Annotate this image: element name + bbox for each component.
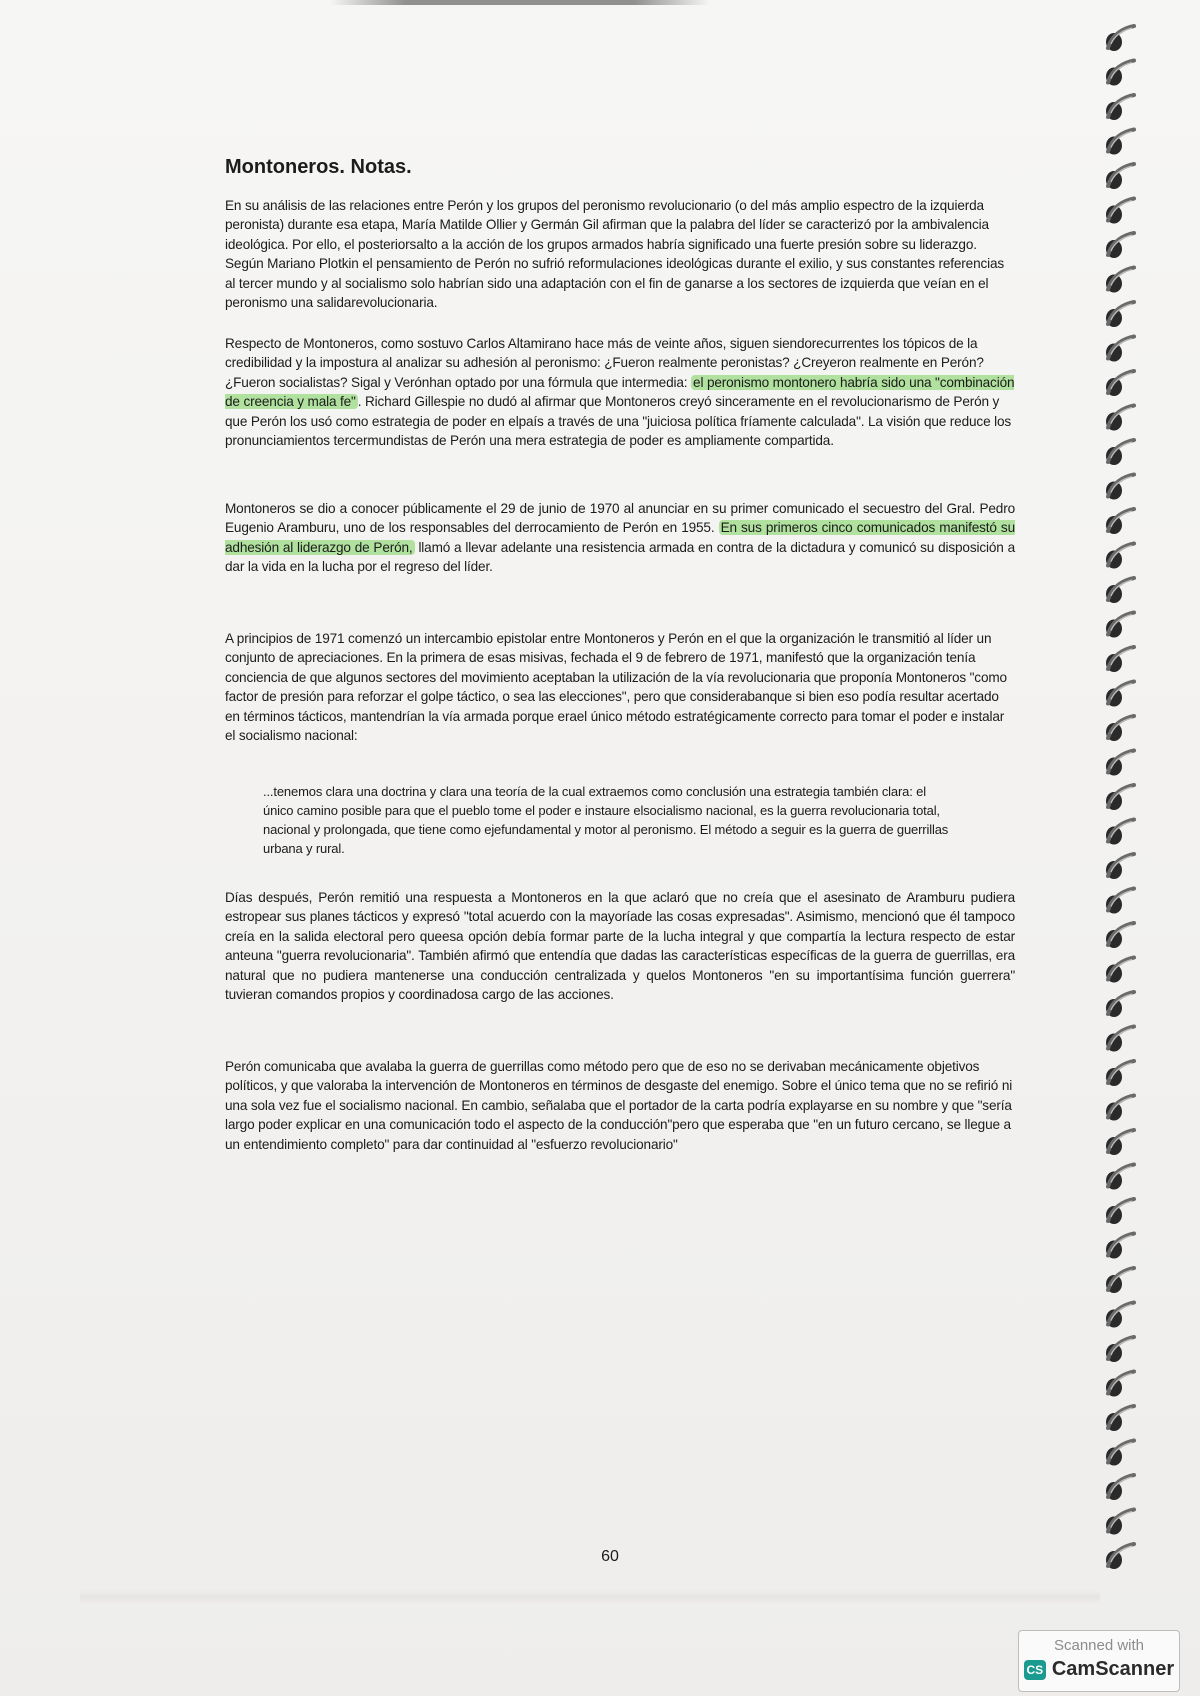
spiral-coil-icon: [1106, 95, 1134, 120]
camscanner-logo-icon: CS: [1024, 1660, 1046, 1680]
spiral-coil-icon: [1106, 854, 1134, 879]
spiral-coil-icon: [1106, 1199, 1134, 1224]
highlighted-sentence: En sus primeros cinco comunicados manifestó su adhesión al liderazgo de Perón,: [225, 520, 1015, 555]
paragraph-3-text-a: Montoneros se dio a conocer públicamente el 29 de junio de 1970 al anunciar en su primer comunicado el secuestro del Gral. Pedro Eugenio Aramburu, uno de los responsables del derrocamiento de Perón en 1955.: [225, 500, 1015, 535]
spiral-coil-icon: [1106, 1096, 1134, 1121]
camscanner-watermark: [1018, 1630, 1180, 1692]
spiral-coil-icon: [1106, 992, 1134, 1017]
spiral-coil-icon: [1106, 1475, 1134, 1500]
spiral-coil-icon: [1106, 475, 1134, 500]
paragraph-3-text-b: llamó a llevar adelante una resistencia armada en contra de la dictadura y comunicó su disposición a dar la vida en la lucha por el regreso del líder.: [225, 539, 1015, 574]
paragraph-2-text-a: Respecto de Montoneros, como sostuvo Carlos Altamirano hace más de veinte años, siguen siendorecurrentes los tópicos de la credibilidad y la impostura al analizar su adhesión al peronismo: ¿Fueron realmente peronistas? ¿Creyeron realmente en Perón? ¿Fueron socialistas? Sigal y Verónhan optado por una fórmula que intermedia:: [225, 335, 984, 390]
paragraph-2-text-b: . Richard Gillespie no dudó al afirmar que Montoneros creyó sinceramente en el revolucionarismo de Perón y que Perón los usó como estrategia de poder en elpaís a través de una "juiciosa política fríamente calculada". La visión que reduce los pronunciamientos tercermundistas de Perón una mera estrategia de poder es ampliamente compartida.: [225, 394, 1012, 448]
document-title: Montoneros. Notas.: [225, 156, 412, 178]
spiral-coil-icon: [1106, 751, 1134, 776]
watermark-brand-row: [1019, 1658, 1179, 1681]
spiral-coil-icon: [1106, 337, 1134, 362]
document-body: [225, 150, 1015, 1154]
paragraph-4: A principios de 1971 comenzó un intercambio epistolar entre Montoneros y Perón en el que la organización le transmitió al líder un conjunto de apreciaciones. En la primera de esas misivas, fechada el 9 de febrero de 1971, manifestó que la organización tenía conciencia de que algunos sectores del movimiento aceptaban la utilización de la vía revolucionaria que proponía Montoneros "como factor de presión para reforzar el golpe táctico, o sea las elecciones", pero que considerabanque si bien eso podía resultar acertado en términos tácticos, mantendrían la vía armada porque erael único método estratégicamente correcto para tomar el poder e instalar el socialismo nacional:: [225, 630, 1007, 743]
spiral-coil-icon: [1106, 1234, 1134, 1259]
highlighted-quote: el peronismo montonero habría sido una "combinación de creencia y mala fe": [225, 374, 1015, 409]
spiral-binding-icon: [1102, 0, 1142, 1600]
spiral-coil-icon: [1106, 613, 1134, 638]
spiral-coil-icon: [1106, 1303, 1134, 1328]
spiral-coil-icon: [1106, 1406, 1134, 1431]
spiral-coil-icon: [1106, 406, 1134, 431]
paragraph-1: En su análisis de las relaciones entre Perón y los grupos del peronismo revolucionario (o del más amplio espectro de la izquierda peronista) durante esa etapa, María Matilde Ollier y Germán Gil afirman que la palabra del líder se caracterizó por la ambivalencia ideológica. Por ello, el posteriorsalto a la acción de los grupos armados habría significado una fuerte presión sobre su liderazgo. Según Mariano Plotkin el pensamiento de Perón no sufrió reformulaciones ideológicas durante el exilio, y sus constantes referencias al tercer mundo y al socialismo solo habrían sido una adaptación con el fin de ganarse a los sectores de izquierda que veían en el peronismo una salidarevolucionaria.: [225, 197, 1005, 310]
spiral-coil-icon: [1106, 544, 1134, 569]
spiral-coil-icon: [1106, 130, 1134, 155]
paragraph-3: [225, 499, 1015, 577]
spiral-coil-icon: [1106, 958, 1134, 983]
spiral-coil-icon: [1106, 1441, 1134, 1466]
spiral-coil-icon: [1106, 647, 1134, 672]
spiral-coil-icon: [1106, 1268, 1134, 1293]
spiral-coil-icon: [1106, 1130, 1134, 1155]
spiral-coil-icon: [1106, 1061, 1134, 1086]
spiral-coil-icon: [1106, 682, 1134, 707]
spiral-coil-icon: [1106, 1165, 1134, 1190]
spiral-coil-icon: [1106, 61, 1134, 86]
spiral-coil-icon: [1106, 199, 1134, 224]
spiral-coil-icon: [1106, 302, 1134, 327]
spiral-coil-icon: [1106, 578, 1134, 603]
paragraph-6: Perón comunicaba que avalaba la guerra de guerrillas como método pero que de eso no se derivaban mecánicamente objetivos políticos, y que valoraba la intervención de Montoneros en términos de desgaste del enemigo. Sobre el único tema que no se refirió ni una sola vez fue el socialismo nacional. En cambio, señalaba que el portador de la carta podría explayarse en su nombre y que "sería largo poder explicar en una comunicación todo el aspecto de la conducción"pero que esperaba que "en un futuro cercano, se llegue a un entendimiento completo" para dar continuidad al "esfuerzo revolucionario": [225, 1058, 1013, 1152]
paragraph-5: Días después, Perón remitió una respuesta a Montoneros en la que aclaró que no creía que el asesinato de Aramburu pudiera estropear sus planes tácticos y expresó "total acuerdo con la mayoríade las cosas expresadas". Asimismo, mencionó que él tampoco creía en la salida electoral pero queesa opción debía formar parte de la lucha integral y que compartía la lectura respecto de estar anteuna "guerra revolucionaria". También afirmó que entendía que dadas las características específicas de la guerra de guerrillas, era natural que no pudiera mantenerse una conducción centralizada y quelos Montoneros "en su importantísima función guerrera" tuvieran comandos propios y coordinadosa cargo de las acciones.: [225, 889, 1015, 1002]
spiral-coil-icon: [1106, 1544, 1134, 1569]
scan-top-shadow: [330, 0, 710, 5]
spiral-coil-icon: [1106, 509, 1134, 534]
paragraph-2: [225, 334, 1015, 451]
spiral-coil-icon: [1106, 1372, 1134, 1397]
spiral-coil-icon: [1106, 26, 1134, 51]
spiral-coil-icon: [1106, 1510, 1134, 1535]
spiral-coil-icon: [1106, 371, 1134, 396]
page-number: 60: [601, 1548, 619, 1565]
spiral-coil-icon: [1106, 820, 1134, 845]
spiral-coil-icon: [1106, 923, 1134, 948]
spiral-coil-icon: [1106, 716, 1134, 741]
spiral-coil-icon: [1106, 785, 1134, 810]
spiral-coil-icon: [1106, 164, 1134, 189]
watermark-caption: Scanned with: [1053, 1637, 1145, 1654]
spiral-coil-icon: [1106, 889, 1134, 914]
spiral-coil-icon: [1106, 233, 1134, 258]
spiral-coil-icon: [1106, 268, 1134, 293]
spiral-coil-icon: [1106, 1337, 1134, 1362]
scan-bottom-shadow: [80, 1590, 1100, 1604]
block-quote: ...tenemos clara una doctrina y clara una teoría de la cual extraemos como conclusión una estrategia también clara: el único camino posible para que el pueblo tome el poder e instaure elsocialismo nacional, es la guerra revolucionaria total, nacional y prolongada, que tiene como ejefundamental y motor al peronismo. El método a seguir es la guerra de guerrillas urbana y rural.: [263, 783, 949, 856]
spiral-coil-icon: [1106, 1027, 1134, 1052]
spiral-coil-icon: [1106, 440, 1134, 465]
watermark-brand: CamScanner: [1051, 1658, 1175, 1680]
